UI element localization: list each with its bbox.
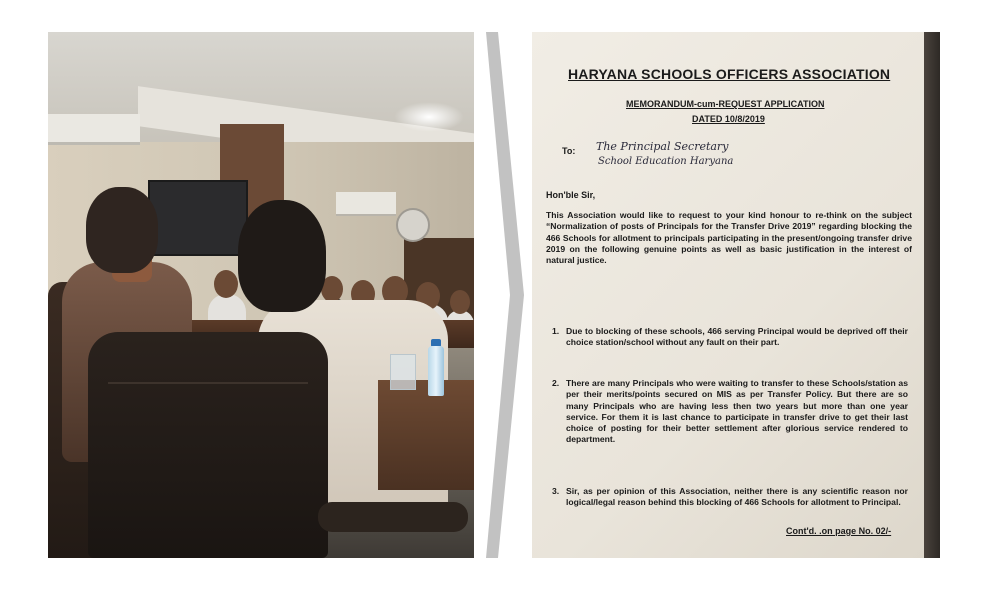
recipient-label: To: (562, 146, 576, 156)
list-item (552, 486, 908, 509)
list-item-text: Sir, as per opinion of this Association, neither there is any scientific reason nor logical/legal reason behind this blocking of 466 Schools for allotment to Principal. (566, 486, 908, 508)
wall-television (148, 180, 248, 256)
memorandum-document-photo (532, 32, 940, 558)
paper-edge-shadow (924, 32, 940, 558)
air-conditioner-left (48, 114, 140, 145)
continued-note: Cont'd. .on page No. 02/- (786, 526, 892, 536)
salutation: Hon'ble Sir, (546, 190, 596, 200)
water-bottle (428, 346, 444, 396)
list-item-number: 3. (552, 486, 560, 496)
memorandum-paper (532, 32, 924, 558)
ceiling-light (394, 102, 464, 132)
list-item-text: Due to blocking of these schools, 466 serving Principal would be deprived off their choice station/school without any fault on their part. (566, 326, 908, 348)
list-item-text: There are many Principals who were waiting to transfer to these Schools/station as per their merits/points secured on MIS as per Transfer Policy. But there are so many Principals who are having less then two years but more than one year service. For them it is last chance to participate in transfer drive to get their last choice of posting for their better settlement after glorious service rendered to department. (566, 378, 908, 445)
chair-armrest (318, 502, 468, 532)
foreground-man-right-head (238, 200, 326, 312)
foreground-man-left-head (86, 187, 158, 273)
list-item-number: 2. (552, 378, 560, 388)
list-item (552, 378, 908, 446)
list-item (552, 326, 908, 349)
near-table (378, 380, 474, 490)
body-paragraph: This Association would like to request to your kind honour to re-think on the subject “Normalization of posts of Principals for the Transfer Drive 2019” regarding blocking the 466 Schools for allotment to principals participating in the present/ongoing transfer drive 2019 on the following genuine points as well as basic justification in the interest of natural justice. (546, 210, 912, 266)
recipient-handwritten-line1: The Principal Secretary (596, 140, 729, 153)
wall-fan (396, 208, 430, 242)
chair-seam (108, 382, 308, 384)
meeting-room-photo (48, 32, 474, 558)
attendee-head (450, 290, 470, 314)
chevron-right-icon (480, 32, 530, 558)
document-title: HARYANA SCHOOLS OFFICERS ASSOCIATION (568, 66, 891, 82)
list-item-number: 1. (552, 326, 560, 336)
air-conditioner-right (336, 192, 396, 216)
recipient-handwritten-line2: School Education Haryana (598, 156, 734, 167)
office-chair (88, 332, 328, 558)
attendee-head (214, 270, 238, 298)
document-date: DATED 10/8/2019 (692, 114, 765, 124)
water-glass (390, 354, 416, 390)
document-subtitle: MEMORANDUM-cum-REQUEST APPLICATION (626, 99, 825, 109)
